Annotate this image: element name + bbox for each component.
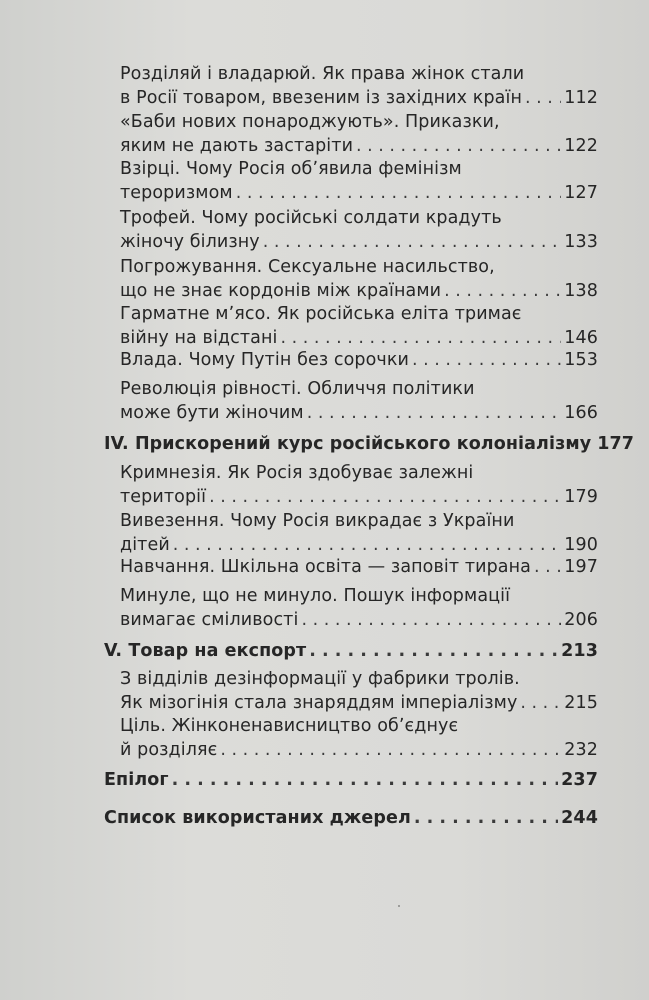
dot-leader [280,326,561,350]
dot-leader [307,401,562,425]
print-speck [398,905,400,907]
entry-title-line: території [120,487,207,507]
entry-title-line: Кримнезія. Як Росія здобуває залежні [120,463,474,483]
entry-title-line: що не знає кордонів між країнами [120,281,442,301]
page-number: 213 [561,641,598,661]
dot-leader [173,533,562,557]
page-number: 244 [561,808,598,828]
dot-leader [356,134,561,158]
dot-leader [172,768,559,792]
toc-entry [120,206,598,254]
page-number: 133 [564,232,598,252]
dot-leader [414,806,558,830]
entry-title-line: Вивезення. Чому Росія викрадає з України [120,511,515,531]
entry-title-line: й розділяє [120,740,218,760]
page-number: 206 [564,610,598,630]
page-number: 122 [564,136,598,156]
entry-title-line: війну на відстані [120,328,278,348]
entry-title-line: Розділяй і владарюй. Як права жінок стали [120,64,525,84]
page-number: 232 [564,740,598,760]
dot-leader [301,608,561,632]
dot-leader [236,181,562,205]
toc-entry [120,377,598,425]
toc-section-heading [104,768,598,792]
dot-leader [534,555,561,579]
entry-title-line: Взірці. Чому Росія обʼявила фемінізм [120,159,462,179]
toc-section-heading [104,432,635,456]
entry-title-line: може бути жіночим [120,403,304,423]
toc-entry [120,584,598,632]
section-title: V. Товар на експорт [104,641,307,661]
toc-entry [120,110,598,158]
page-number: 237 [561,770,598,790]
entry-title-line: Гарматне мʼясо. Як російська еліта тримає [120,304,522,324]
page-number: 112 [564,88,598,108]
dot-leader [520,691,561,715]
toc-entry [120,62,598,110]
entry-title-line: «Баби нових понароджують». Приказки, [120,112,500,132]
entry-title-line: З відділів дезінформації у фабрики тролів. [120,669,520,689]
entry-title-line: яким не дають застаріти [120,136,354,156]
toc-entry [120,461,598,509]
entry-title-line: жіночу білизну [120,232,260,252]
toc-entry [120,255,598,303]
page-number: 153 [564,350,598,370]
entry-title-line: тероризмом [120,183,233,203]
entry-title-line: Влада. Чому Путін без сорочки [120,350,410,370]
toc-entry [120,157,598,205]
page-number: 138 [564,281,598,301]
page-number: 166 [564,403,598,423]
toc-entry [120,667,598,715]
page-number: 177 [597,434,635,454]
toc-section-heading [104,639,598,663]
entry-title-line: Трофей. Чому російські солдати крадуть [120,208,502,228]
entry-title-line: в Росії товаром, ввезеним із західних країн [120,88,522,108]
dot-leader [309,639,558,663]
dot-leader [209,485,561,509]
section-title: IV. Прискорений курс російського колоніалізму [104,434,592,454]
dot-leader [525,86,561,110]
entry-title-line: Минуле, що не минуло. Пошук інформації [120,586,511,606]
entry-title-line: Революція рівності. Обличчя політики [120,379,475,399]
toc-section-heading [104,806,598,830]
page-number: 179 [564,487,598,507]
section-title: Епілог [104,770,169,790]
entry-title-line: Погрожування. Сексуальне насильство, [120,257,495,277]
page-number: 146 [564,328,598,348]
entry-title-line: Як мізогінія стала знаряддям імперіалізму [120,693,518,713]
section-title: Список використаних джерел [104,808,411,828]
page-number: 127 [564,183,598,203]
page-number: 190 [564,535,598,555]
toc-entry [120,302,598,350]
entry-title-line: дітей [120,535,170,555]
toc-entry [120,714,598,762]
page-number: 215 [564,693,598,713]
dot-leader [444,279,561,303]
dot-leader [412,348,561,372]
entry-title-line: Навчання. Шкільна освіта — заповіт тирана [120,557,531,577]
dot-leader [263,230,562,254]
toc-entry [120,348,598,372]
entry-title-line: вимагає сміливості [120,610,299,630]
toc-entry [120,555,598,579]
toc-entry [120,509,598,557]
entry-title-line: Ціль. Жінконенависництво обʼєднує [120,716,459,736]
dot-leader [220,738,561,762]
page-number: 197 [564,557,598,577]
